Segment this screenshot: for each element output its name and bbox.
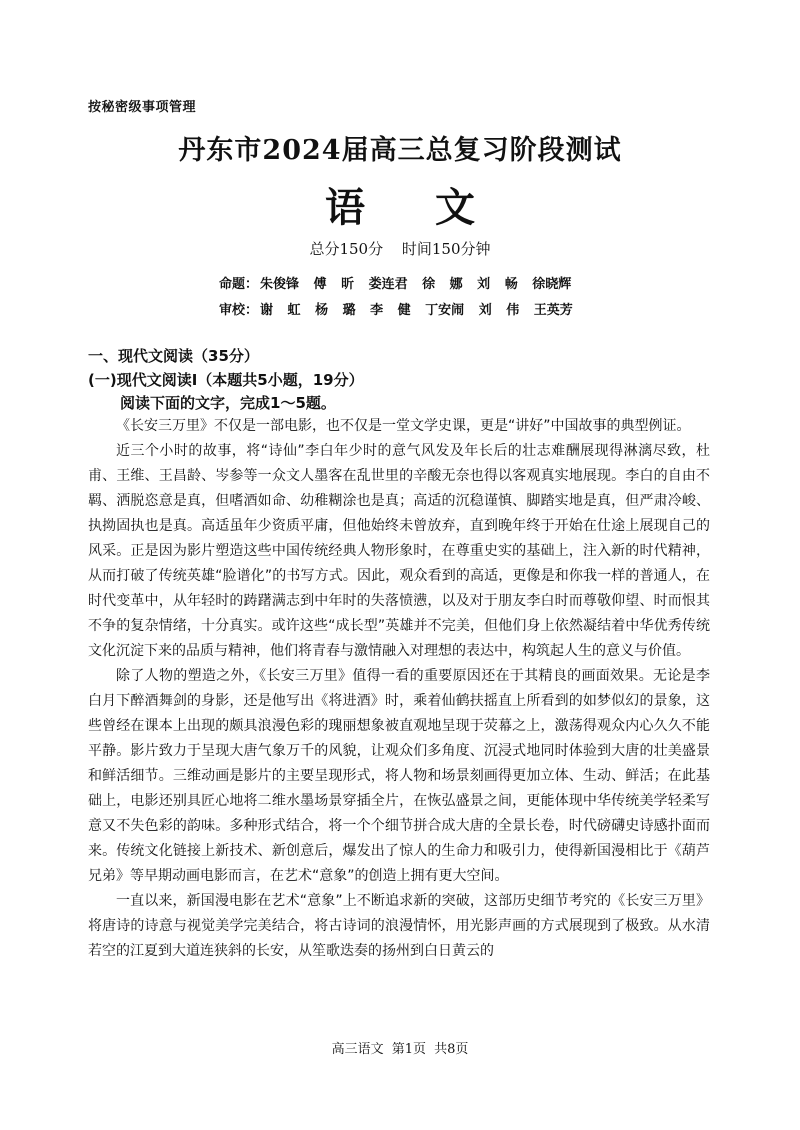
- reviewers-names: 谢 虹 杨 璐 李 健 丁安闹 刘 伟 王英芳: [260, 303, 573, 318]
- proposers-label: 命题：: [219, 277, 259, 292]
- instruction-text: 阅读下面的文字，完成1～5题。: [120, 394, 336, 412]
- score-time-info: [0, 238, 800, 259]
- section-heading: 一、现代文阅读（35分）: [88, 347, 259, 365]
- reading-passage: [88, 414, 710, 964]
- reviewers-label: 审校：: [219, 303, 259, 318]
- exam-title: 丹东市2024届高三总复习阶段测试: [178, 135, 622, 166]
- page-footer: 高三语文 第1页 共8页: [331, 1042, 469, 1057]
- exam-time: 时间150分钟: [401, 240, 491, 258]
- proposers-names: 朱俊锋 傅 昕 娄连君 徐 娜 刘 畅 徐晓辉: [260, 277, 572, 292]
- subsection-heading: (一)现代文阅读Ⅰ（本题共5小题，19分）: [88, 371, 364, 389]
- passage-paragraph: 一直以来，新国漫电影在艺术“意象”上不断追求新的突破，这部历史细节考究的《长安三万里》将唐诗的诗意与视觉美学完美结合，将古诗词的浪漫情怀，用光影声画的方式展现到了极致。从水清若空的江夏到大道连狭斜的长安，从笙歌迭奏的扬州到白日黄云的: [88, 893, 710, 959]
- reviewers-line: [219, 299, 573, 318]
- proposers-line: [219, 273, 571, 292]
- passage-paragraph: 近三个小时的故事，将“诗仙”李白年少时的意气风发及年长后的壮志难酬展现得淋漓尽致，杜甫、王维、王昌龄、岑参等一众文人墨客在乱世里的辛酸无奈也得以客观真实地展现。李白的自由不羁、洒脱恣意是真，但嗜酒如命、幼稚糊涂也是真；高适的沉稳谨慎、脚踏实地是真，但严肃冷峻、执拗固执也是真。高适虽年少资质平庸，但他始终未曾放弃，直到晚年终于开始在仕途上展现自己的风采。正是因为影片塑造这些中国传统经典人物形象时，在尊重史实的基础上，注入新的时代精神，从而打破了传统英雄“脸谱化”的书写方式。因此，观众看到的高适，更像是和你我一样的普通人，在时代变革中，从年轻时的踌躇满志到中年时的失落愤懑，以及对于朋友李白时而尊敬仰望、时而恨其不争的复杂情绪，十分真实。或许这些“成长型”英雄并不完美，但他们身上依然凝结着中华优秀传统文化沉淀下来的品质与精神，他们将青春与激情融入对理想的表达中，构筑起人生的意义与价值。: [88, 443, 710, 659]
- total-score: 总分150分: [309, 240, 384, 258]
- passage-paragraph: 除了人物的塑造之外，《长安三万里》值得一看的重要原因还在于其精良的画面效果。无论是李白月下醉酒舞剑的身影，还是他写出《将进酒》时，乘着仙鹤扶摇直上所看到的如梦似幻的景象，这些曾经在课本上出现的颇具浪漫色彩的瑰丽想象被直观地呈现于荧幕之上，激荡得观众内心久久不能平静。影片致力于呈现大唐气象万千的风貌，让观众们多角度、沉浸式地同时体验到大唐的壮美盛景和鲜活细节。三维动画是影片的主要呈现形式，将人物和场景刻画得更加立体、生动、鲜活；在此基础上，电影还别具匠心地将二维水墨场景穿插全片，在恢弘盛景之间，更能体现中华传统美学轻柔写意又不失色彩的韵味。多种形式结合，将一个个细节拼合成大唐的全景长卷，时代磅礴史诗感扑面而来。传统文化链接上新技术、新创意后，爆发出了惊人的生命力和吸引力，使得新国漫相比于《葫芦兄弟》等早期动画电影而言，在艺术“意象”的创造上拥有更大空间。: [88, 668, 710, 884]
- subject-title: 语文: [325, 185, 545, 231]
- passage-paragraph: 《长安三万里》不仅是一部电影，也不仅是一堂文学史课，更是“讲好”中国故事的典型例证。: [116, 418, 691, 434]
- secrecy-label: 按秘密级事项管理: [88, 100, 197, 115]
